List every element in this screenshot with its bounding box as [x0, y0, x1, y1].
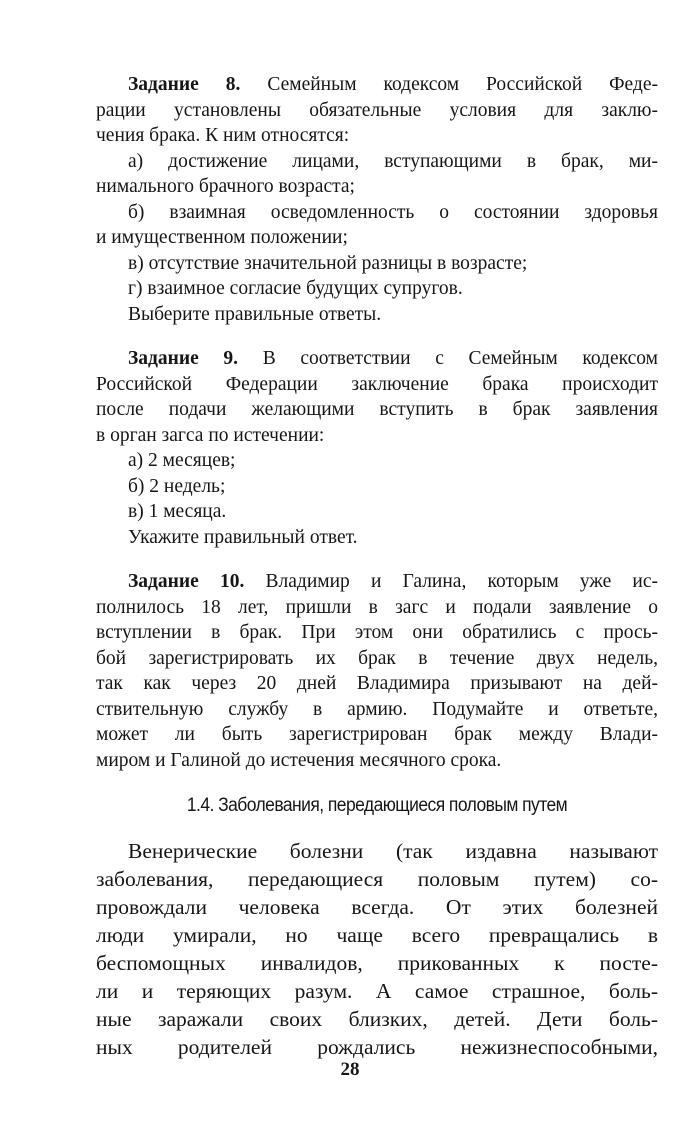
- body-line-7: ные заражали своих близких, детей. Дети боль-: [96, 1007, 658, 1031]
- page-number: 28: [340, 1059, 360, 1080]
- section-heading: 1.4. Заболевания, передающиеся половым путем: [186, 795, 568, 816]
- task-9: [96, 346, 658, 550]
- task-9-option-c: в) 1 месяца.: [128, 501, 227, 522]
- task-10-line-5: так как через 20 дней Владимира призывают на дей-: [96, 673, 658, 694]
- task-10-label: Задание 10.: [128, 571, 245, 592]
- task-9-line-4: в орган загса по истечении:: [96, 424, 325, 446]
- task-8-option-a-cont: нимального брачного возраста;: [96, 176, 355, 197]
- task-9-line-2: Российской Федерации заключение брака происходит: [96, 373, 658, 395]
- task-8-instruction: Выберите правильные ответы.: [128, 303, 382, 325]
- task-10-line-4: бой зарегистрировать их брак в течение двух недель,: [96, 647, 658, 669]
- task-9-text: В соответствии с Семейным кодексом: [238, 348, 658, 369]
- body-line-3: провождали человека всегда. От этих болезней: [96, 895, 658, 919]
- task-9-option-a: а) 2 месяцев;: [128, 450, 236, 471]
- task-10-text: Владимир и Галина, которым уже ис-: [244, 571, 658, 592]
- task-10-line-8: миром и Галиной до истечения месячного срока.: [96, 749, 502, 771]
- body-line-6: ли и теряющих разум. А самое страшное, боль-: [96, 979, 658, 1003]
- task-10-line-1: [96, 569, 658, 595]
- task-8-option-d: г) взаимное согласие будущих супругов.: [128, 278, 463, 299]
- task-9-line-3: после подачи желающими вступить в брак заявления: [96, 399, 658, 420]
- task-8-text: Семейным кодексом Российской Феде-: [240, 74, 658, 95]
- task-8-option-a: а) достижение лицами, вступающими в брак, ми-: [128, 150, 658, 172]
- task-10: [96, 569, 658, 773]
- task-8-option-c: в) отсутствие значительной разницы в возрасте;: [128, 252, 528, 274]
- task-8-label: Задание 8.: [128, 74, 241, 95]
- task-8-option-b-cont: и имущественном положении;: [96, 227, 348, 248]
- book-page: [96, 72, 658, 1061]
- body-line-4: люди умирали, но чаще всего превращались в: [96, 923, 658, 947]
- task-8-line-1: [96, 72, 658, 98]
- task-9-label: Задание 9.: [128, 348, 239, 369]
- task-10-line-3: вступлении в брак. При этом они обратились с прось-: [96, 622, 658, 643]
- task-10-line-7: может ли быть зарегистрирован брак между Влади-: [96, 724, 658, 745]
- task-8: [96, 72, 658, 327]
- task-9-line-1: [96, 346, 658, 372]
- task-10-line-6: ствительную службу в армию. Подумайте и ответьте,: [96, 698, 658, 720]
- body-line-1: Венерические болезни (так издавна называют: [128, 839, 658, 863]
- task-10-line-2: полнилось 18 лет, пришли в загс и подали заявление о: [96, 596, 658, 618]
- section-body-paragraph: [96, 837, 658, 1061]
- task-8-line-2: рации установлены обязательные условия для заклю-: [96, 99, 658, 121]
- task-8-option-b: б) взаимная осведомленность о состоянии здоровья: [128, 201, 658, 223]
- body-line-8: ных родителей рождались нежизнеспособными,: [96, 1035, 658, 1059]
- body-line-2: заболевания, передающиеся половым путем) со-: [96, 867, 658, 891]
- task-9-instruction: Укажите правильный ответ.: [128, 526, 358, 548]
- body-line-5: беспомощных инвалидов, прикованных к посте-: [96, 951, 658, 975]
- task-8-line-3: чения брака. К ним относятся:: [96, 125, 350, 146]
- task-9-option-b: б) 2 недель;: [128, 475, 226, 497]
